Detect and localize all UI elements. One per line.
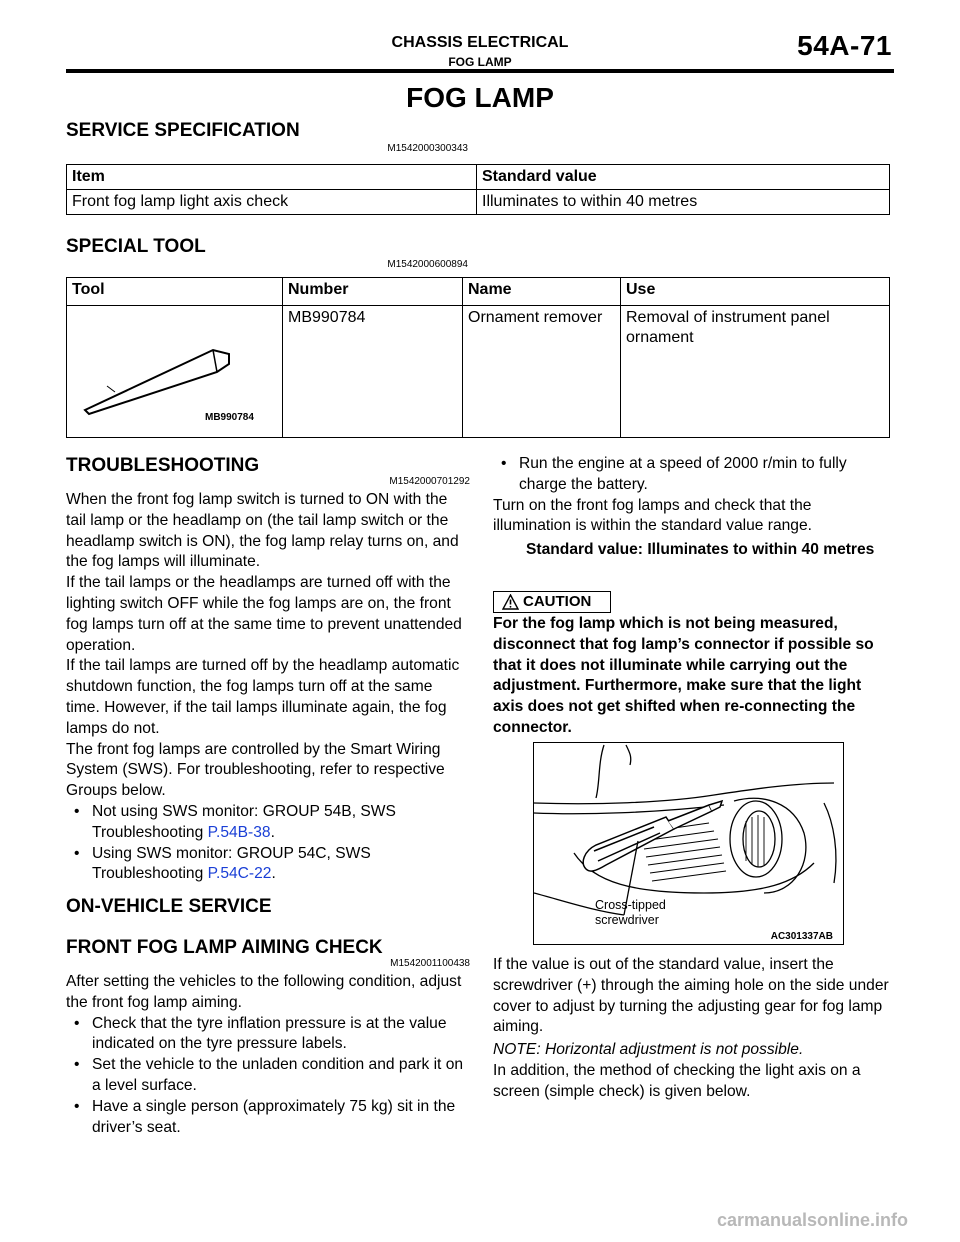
list-item: • Set the vehicle to the unladen condition and park it on a level surface. [66, 1055, 468, 1097]
col-name-header: Name [463, 278, 621, 306]
service-spec-heading: SERVICE SPECIFICATION [66, 120, 300, 141]
col-number-header: Number [283, 278, 463, 306]
troubleshooting-heading: TROUBLESHOOTING [66, 455, 260, 476]
on-vehicle-heading: ON-VEHICLE SERVICE [66, 896, 272, 917]
aiming-condition-list-cont [493, 454, 893, 496]
cell-tool-name: Ornament remover [463, 306, 621, 438]
special-tool-code: M1542000600894 [387, 259, 468, 270]
aiming-code: M1542001100438 [390, 958, 470, 969]
chapter-title: CHASSIS ELECTRICAL [391, 34, 569, 51]
troubleshooting-body [66, 490, 468, 885]
tool-figure-label: MB990784 [205, 412, 254, 423]
list-item: • Have a single person (approximately 75 kg) sit in the driver’s seat. [66, 1097, 468, 1139]
list-item [66, 802, 468, 844]
aiming-intro: After setting the vehicles to the following condition, adjust the front fog lamp aiming. [66, 973, 462, 1011]
service-spec-code: M1542000300343 [387, 143, 468, 154]
troubleshooting-p2: If the tail lamps or the headlamps are turned off with the lighting switch OFF while the fog lamps are on, the front fog lamps turn off at the same time to prevent unattended operation. [66, 574, 462, 654]
caution-text: For the fog lamp which is not being measured, disconnect that fog lamp’s connector if possible so that it does not illuminate while carrying out the adjustment. Furthermore, make sure that the light axis does not get shifted when re-connecting the connector. [493, 615, 874, 736]
aiming-body-right [493, 454, 893, 537]
list-item-text: Not using SWS monitor: GROUP 54B, SWS Troubleshooting [92, 802, 396, 841]
page-number: 54A-71 [797, 30, 892, 61]
troubleshooting-p4: The front fog lamps are controlled by the Smart Wiring System (SWS). For troubleshooting, refer to respective Groups below. [66, 740, 445, 800]
figure-label-line-1: Cross-tipped [595, 898, 666, 912]
caution-label: CAUTION [523, 593, 592, 610]
troubleshooting-p1: When the front fog lamp switch is turned to ON with the tail lamp or the headlamp on (the tail lamp switch or the headlamp switch is ON), the fog lamp relay turns on, and the fog lamps will illuminate. [66, 491, 459, 571]
special-tool-heading: SPECIAL TOOL [66, 236, 206, 257]
troubleshooting-p3: If the tail lamps are turned off by the headlamp automatic shutdown function, the fog lamps turn off at the same time. However, if the tail lamps illuminate again, the fog lamps do not. [66, 657, 460, 737]
col-use-header: Use [621, 278, 890, 306]
troubleshooting-code: M1542000701292 [389, 476, 470, 487]
aiming-condition-list [66, 1014, 468, 1139]
aiming-body-left [66, 972, 468, 1138]
list-item-text: Using SWS monitor: GROUP 54C, SWS Troubleshooting [92, 844, 371, 883]
list-item [66, 844, 468, 886]
cell-standard: Illuminates to within 40 metres [477, 190, 890, 215]
note-horizontal: NOTE: Horizontal adjustment is not possible. [493, 1041, 804, 1058]
service-spec-table [66, 164, 890, 215]
figure-label-line-2: screwdriver [595, 913, 659, 927]
cell-tool-use: Removal of instrument panel ornament [621, 306, 890, 438]
cell-item: Front fog lamp light axis check [67, 190, 477, 215]
period: . [271, 865, 276, 883]
header-rule [66, 69, 894, 73]
caution-box [493, 591, 611, 613]
fog-lamp-screwdriver-illustration [534, 743, 844, 945]
special-tool-table [66, 277, 890, 438]
warning-triangle-icon [502, 594, 519, 610]
page-title: FOG LAMP [406, 82, 554, 113]
standard-value: Standard value: Illuminates to within 40 metres [526, 541, 875, 558]
turn-on-paragraph: Turn on the front fog lamps and check that the illumination is within the standard value range. [493, 496, 812, 535]
period: . [270, 823, 275, 841]
col-standard-header: Standard value [477, 165, 890, 190]
list-item: • Run the engine at a speed of 2000 r/min to fully charge the battery. [493, 454, 893, 496]
link-p54c-22[interactable]: P.54C-22 [207, 865, 272, 883]
screen-check-paragraph: In addition, the method of checking the light axis on a screen (simple check) is given below. [493, 1062, 861, 1100]
troubleshooting-list [66, 802, 468, 885]
figure-label [595, 898, 666, 928]
aiming-heading: FRONT FOG LAMP AIMING CHECK [66, 937, 383, 958]
link-p54b-38[interactable]: P.54B-38 [207, 823, 271, 841]
col-item-header: Item [67, 165, 477, 190]
aiming-figure [533, 742, 844, 945]
out-of-standard-paragraph: If the value is out of the standard value, insert the screwdriver (+) through the aiming hole on the side under cover to adjust by turning the adjusting gear for fog lamp aiming. [493, 956, 889, 1036]
watermark: carmanualsonline.info [716, 1210, 908, 1230]
figure-code: AC301337AB [770, 931, 833, 942]
col-tool-header: Tool [67, 278, 283, 306]
tool-illustration-cell [67, 306, 283, 438]
list-item: • Check that the tyre inflation pressure is at the value indicated on the tyre pressure labels. [66, 1014, 468, 1056]
cell-tool-number: MB990784 [283, 306, 463, 438]
section-title: FOG LAMP [448, 55, 512, 69]
